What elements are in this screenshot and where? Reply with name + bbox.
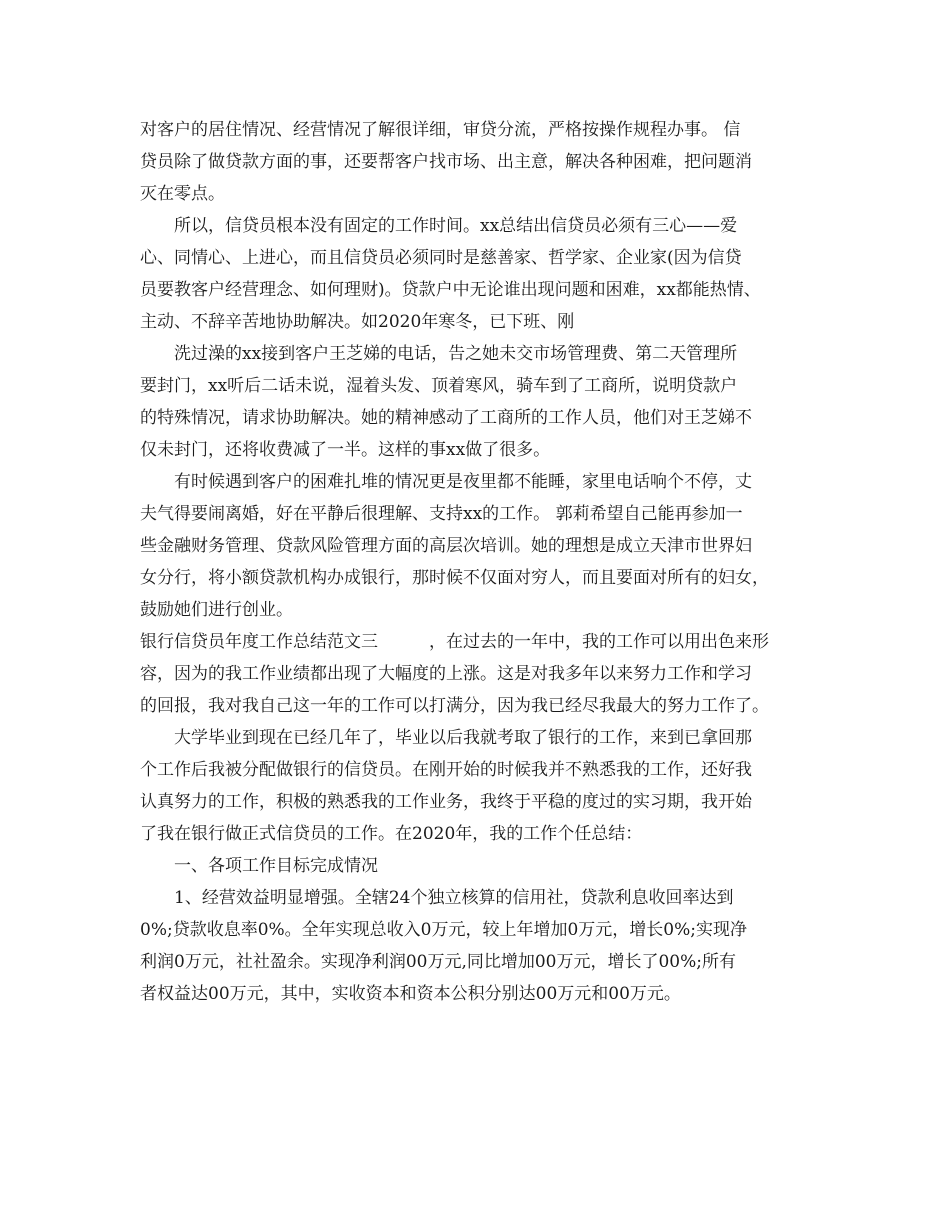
text-line: 些金融财务管理、贷款风险管理方面的高层次培训。她的理想是成立天津市世界妇 xyxy=(140,536,752,556)
text-line: 的回报，我对我自己这一年的工作可以打满分，因为我已经尽我最大的努力工作了。 xyxy=(140,696,769,716)
text-line: 主动、不辞辛苦地协助解决。如2020年寒冬，已下班、刚 xyxy=(140,312,575,332)
section-title-line: 银行信贷员年度工作总结范文三 ，在过去的一年中，我的工作可以用出色来形 xyxy=(140,632,769,652)
text-line: 大学毕业到现在已经几年了，毕业以后我就考取了银行的工作，来到已拿回那 xyxy=(140,728,752,748)
text-line: 认真努力的工作，积极的熟悉我的工作业务，我终于平稳的度过的实习期，我开始 xyxy=(140,792,752,812)
text-line: 夫气得要闹离婚，好在平静后很理解、支持xx的工作。 郭莉希望自己能再参加一 xyxy=(140,504,743,524)
text-line: 1、经营效益明显增强。全辖24个独立核算的信用社，贷款利息收回率达到 xyxy=(140,888,734,908)
text-line: 个工作后我被分配做银行的信贷员。在刚开始的时候我并不熟悉我的工作，还好我 xyxy=(140,760,752,780)
text-line: 灭在零点。 xyxy=(140,184,225,204)
text-line: 洗过澡的xx接到客户王芝娣的电话，告之她未交市场管理费、第二天管理所 xyxy=(140,344,738,364)
text-line: 利润0万元，社社盈余。实现净利润00万元,同比增加00万元，增长了00%;所有 xyxy=(140,952,736,972)
text-line: 员要教客户经营理念、如何理财)。贷款户中无论谁出现问题和困难，xx都能热情、 xyxy=(140,280,761,300)
text-line: 贷员除了做贷款方面的事，还要帮客户找市场、出主意，解决各种困难，把问题消 xyxy=(140,152,752,172)
text-line: 有时候遇到客户的困难扎堆的情况更是夜里都不能睡，家里电话响个不停，丈 xyxy=(140,472,752,492)
text-line: 对客户的居住情况、经营情况了解很详细，审贷分流，严格按操作规程办事。 信 xyxy=(140,120,741,140)
text-line: 所以，信贷员根本没有固定的工作时间。xx总结出信贷员必须有三心——爱 xyxy=(140,216,738,236)
body-text xyxy=(140,114,830,1010)
text-line: 鼓励她们进行创业。 xyxy=(140,600,293,620)
text-line: 0%;贷款收息率0%。全年实现总收入0万元，较上年增加0万元，增长0%;实现净 xyxy=(140,920,747,940)
text-line: 要封门，xx听后二话未说，湿着头发、顶着寒风，骑车到了工商所，说明贷款户 xyxy=(140,376,738,396)
text-line: 女分行，将小额贷款机构办成银行，那时候不仅面对穷人，而且要面对所有的妇女， xyxy=(140,568,769,588)
subheading-line: 一、各项工作目标完成情况 xyxy=(140,856,378,876)
text-line: 的特殊情况，请求协助解决。她的精神感动了工商所的工作人员，他们对王芝娣不 xyxy=(140,408,752,428)
text-line: 容，因为的我工作业绩都出现了大幅度的上涨。这是对我多年以来努力工作和学习 xyxy=(140,664,752,684)
text-line: 仅未封门，还将收费减了一半。这样的事xx做了很多。 xyxy=(140,440,551,460)
text-line: 心、同情心、上进心，而且信贷员必须同时是慈善家、哲学家、企业家(因为信贷 xyxy=(140,248,742,268)
text-line: 了我在银行做正式信贷员的工作。在2020年，我的工作个任总结： xyxy=(140,824,643,844)
text-line: 者权益达00万元，其中，实收资本和资本公积分别达00万元和00万元。 xyxy=(140,984,681,1004)
